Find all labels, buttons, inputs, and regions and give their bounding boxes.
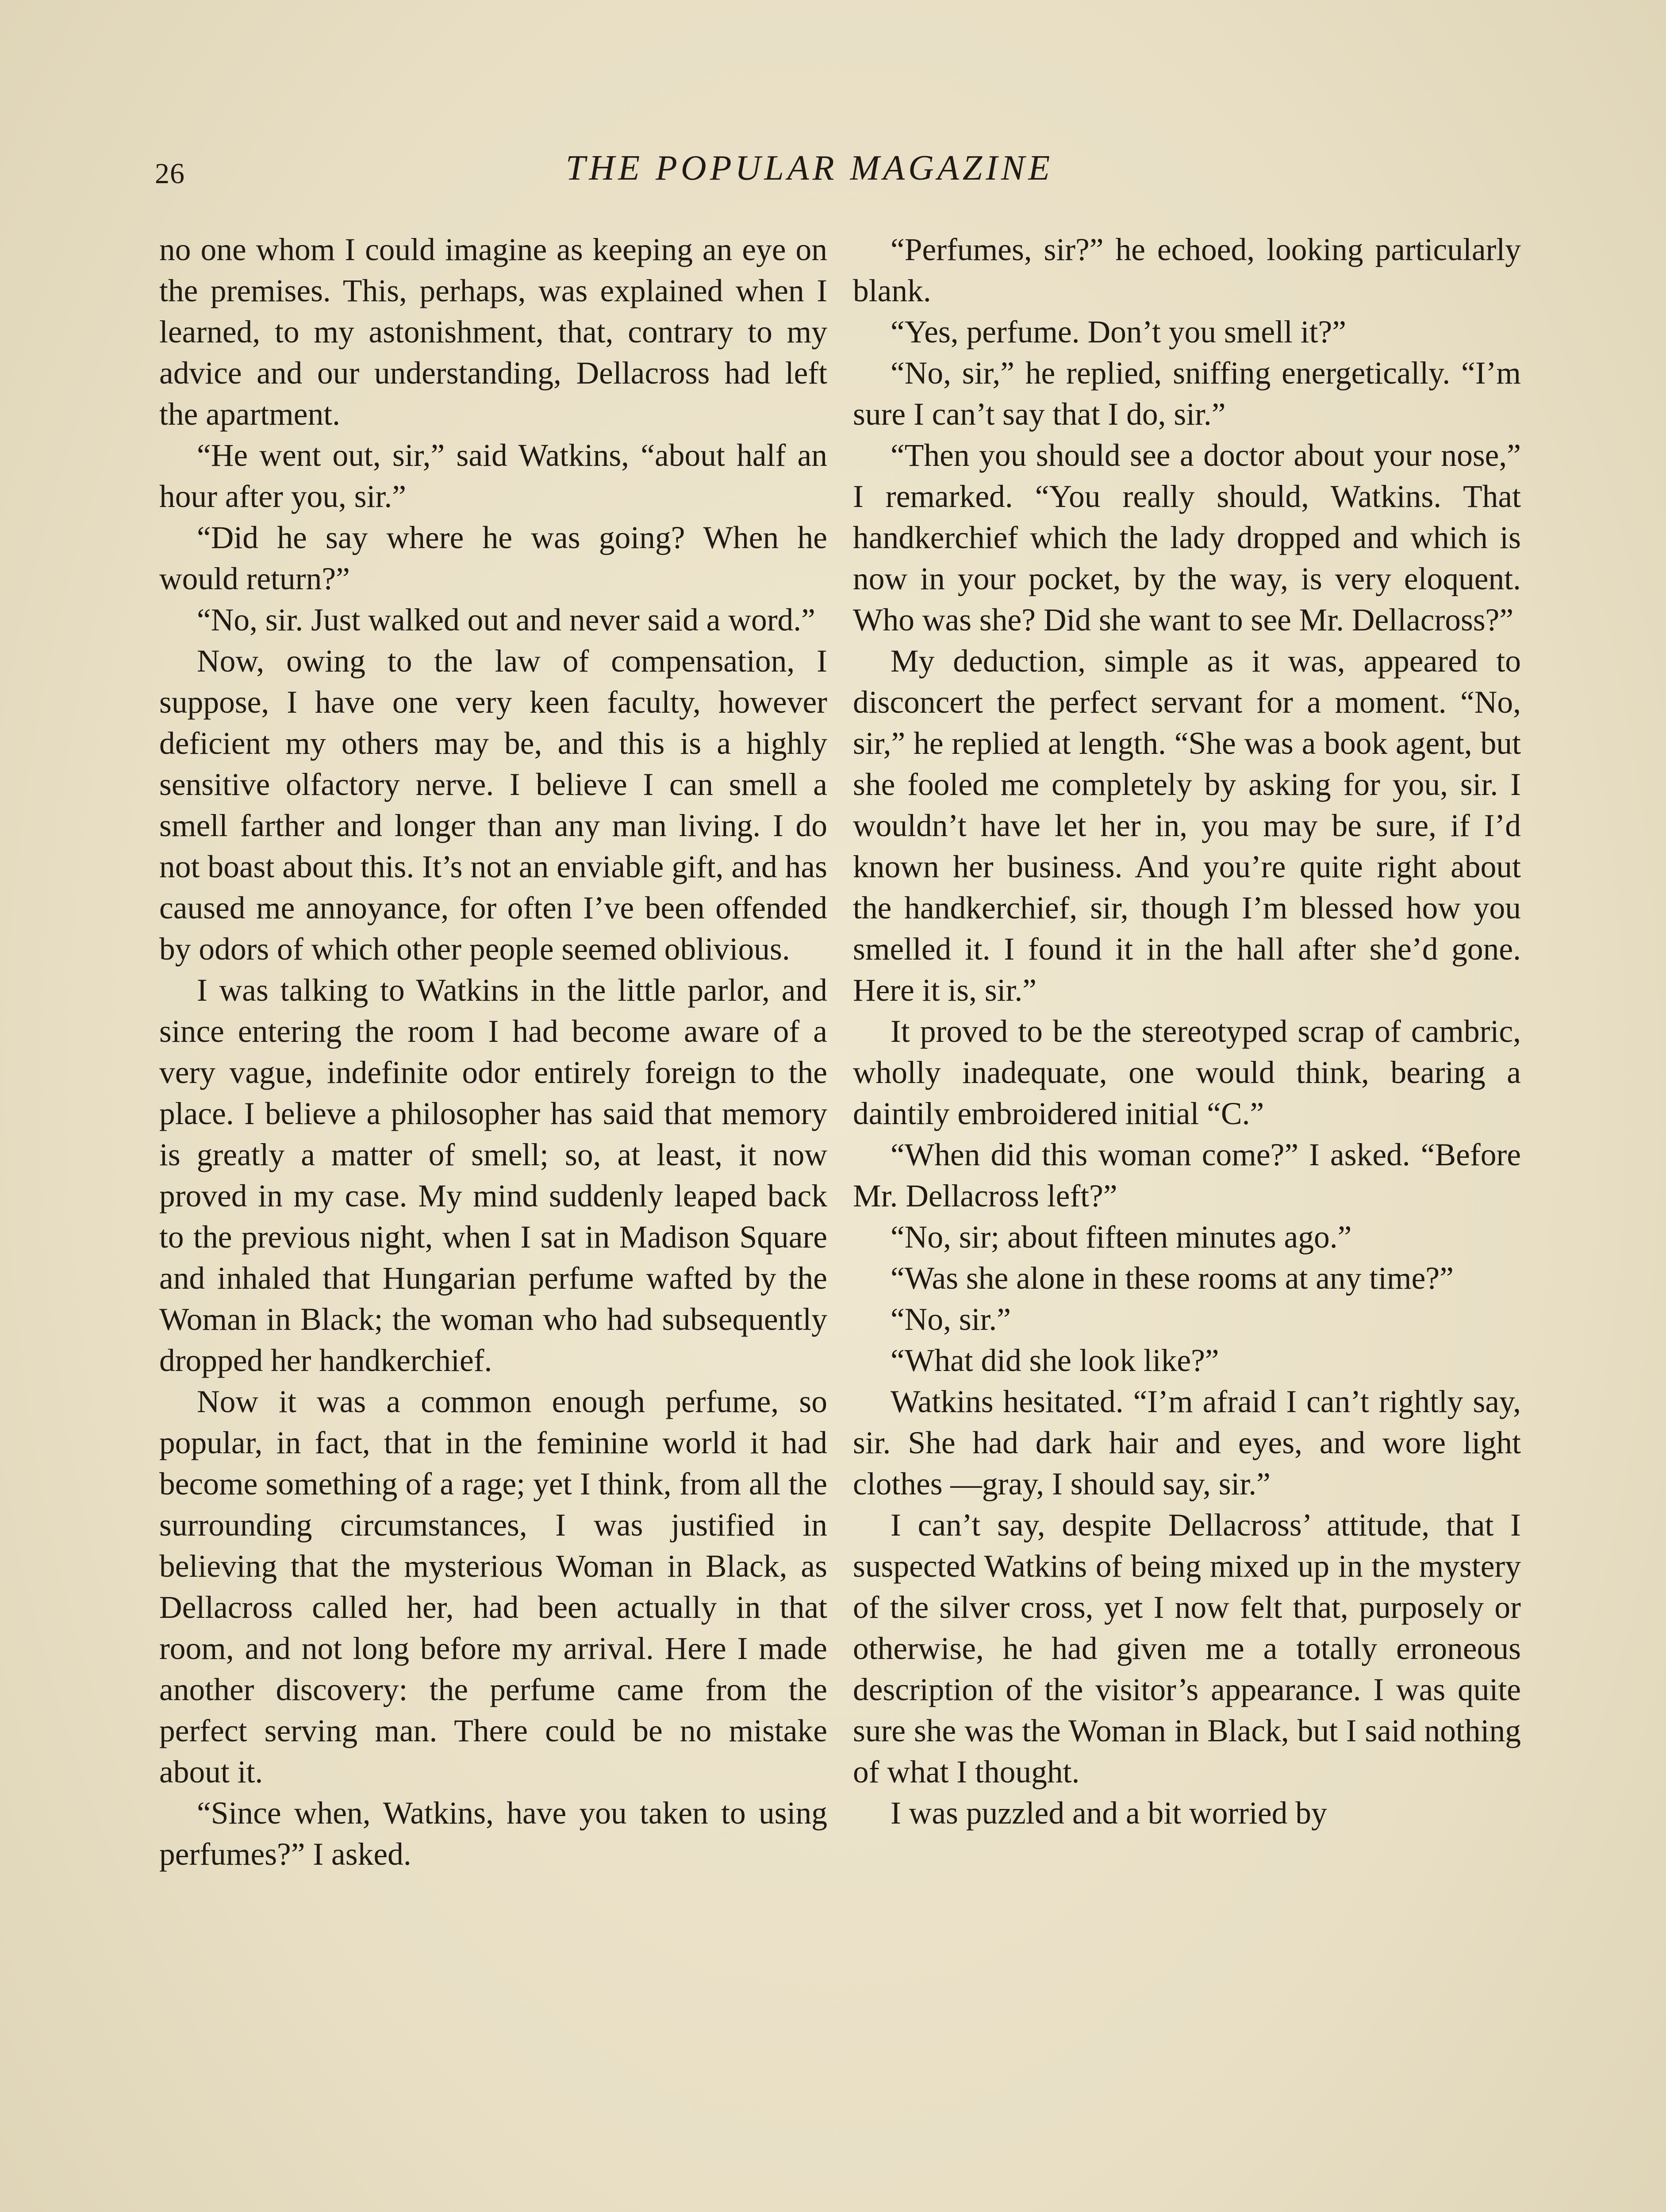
paragraph: no one whom I could imagine as keeping an eye on the premises. This, perhaps, was explained when I learned, to my astonishment, that, contrary to my advice and our understanding, Dellacross had left the apartment. [159, 232, 827, 432]
left-column [159, 229, 827, 1875]
paragraph: “Did he say where he was going? When he would return?” [159, 520, 827, 596]
paragraph: “Since when, Watkins, have you taken to using perfumes?” I asked. [159, 1796, 827, 1872]
paragraph: “No, sir; about fifteen minutes ago.” [891, 1220, 1352, 1255]
running-head-title: THE POPULAR MAGAZINE [565, 149, 1054, 188]
paragraph: Watkins hesitated. “I’m afraid I can’t rightly say, sir. She had dark hair and eyes, and wore light clothes —gray, I should say, sir.” [853, 1384, 1521, 1502]
paragraph: “No, sir.” [891, 1302, 1011, 1337]
paragraph: “Was she alone in these rooms at any time?” [891, 1261, 1454, 1296]
paragraph: It proved to be the stereotyped scrap of cambric, wholly inadequate, one would think, bearing a daintily embroidered initial “C.” [853, 1014, 1521, 1131]
paragraph: “No, sir,” he replied, sniffing energetically. “I’m sure I can’t say that I do, sir.” [853, 356, 1521, 432]
paragraph: “He went out, sir,” said Watkins, “about half an hour after you, sir.” [159, 438, 827, 514]
paragraph: I can’t say, despite Dellacross’ attitude, that I suspected Watkins of being mixed up in the mystery of the silver cross, yet I now felt that, purposely or otherwise, he had given me a totally erroneous description of the visitor’s appearance. I was quite sure she was the Woman in Black, but I said nothing of what I thought. [853, 1508, 1521, 1790]
paragraph: Now it was a common enough perfume, so popular, in fact, that in the feminine world it had become something of a rage; yet I think, from all the surrounding circumstances, I was justified in believing that the mysterious Woman in Black, as Dellacross called her, had been actually in that room, and not long before my arrival. Here I made another discovery: the perfume came from the perfect serving man. There could be no mistake about it. [159, 1384, 827, 1790]
paragraph: Now, owing to the law of compensation, I suppose, I have one very keen faculty, however deficient my others may be, and this is a highly sensitive olfactory nerve. I believe I can smell a smell farther and longer than any man living. I do not boast about this. It’s not an enviable gift, and has caused me annoyance, for often I’ve been offended by odors of which other people seemed oblivious. [159, 644, 827, 967]
paragraph: I was puzzled and a bit worried by [891, 1796, 1327, 1831]
paragraph: “Then you should see a doctor about your nose,” I remarked. “You really should, Watkins. That handkerchief which the lady dropped and which is now in your pocket, by the way, is very eloquent. Who was she? Did she want to see Mr. Dellacross?” [853, 438, 1521, 637]
paragraph: “Yes, perfume. Don’t you smell it?” [891, 315, 1346, 349]
paragraph: “Perfumes, sir?” he echoed, looking particularly blank. [853, 232, 1521, 308]
paragraph: My deduction, simple as it was, appeared to disconcert the perfect servant for a moment. “No, sir,” he replied at length. “She was a book agent, but she fooled me completely by asking for you, sir. I wouldn’t have let her in, you may be sure, if I’d known her business. And you’re quite right about the handkerchief, sir, though I’m blessed how you smelled it. I found it in the hall after she’d gone. Here it is, sir.” [853, 644, 1521, 1008]
paragraph: “When did this woman come?” I asked. “Before Mr. Dellacross left?” [853, 1137, 1521, 1214]
paragraph: “What did she look like?” [891, 1343, 1219, 1378]
right-column [853, 229, 1521, 1834]
paragraph: “No, sir. Just walked out and never said a word.” [197, 603, 815, 637]
paragraph: I was talking to Watkins in the little parlor, and since entering the room I had become aware of a very vague, indefinite odor entirely foreign to the place. I believe a philosopher has said that memory is greatly a matter of smell; so, at least, it now proved in my case. My mind suddenly leaped back to the previous night, when I sat in Madison Square and inhaled that Hungarian perfume wafted by the Woman in Black; the woman who had subsequently dropped her handkerchief. [159, 973, 827, 1378]
page-number: 26 [155, 157, 185, 190]
